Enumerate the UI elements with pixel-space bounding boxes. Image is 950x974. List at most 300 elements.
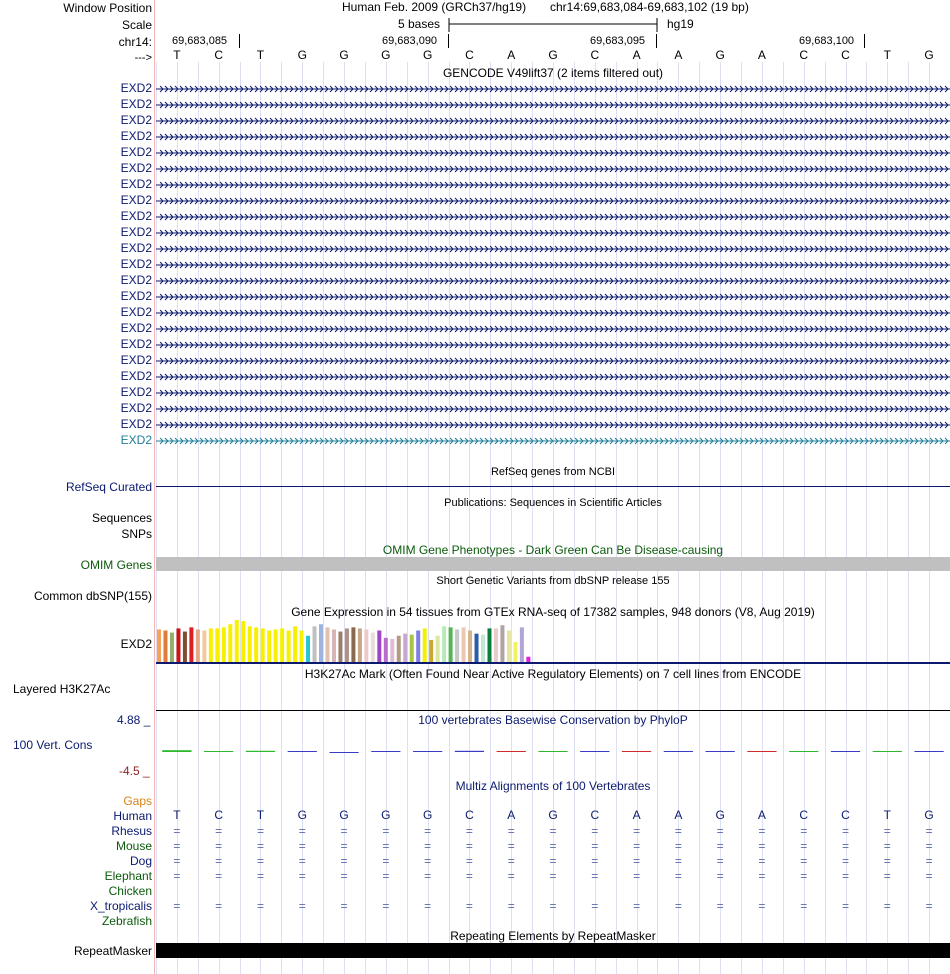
phylop-conservation-chart[interactable] — [156, 740, 950, 764]
gtex-tissue-bar[interactable] — [235, 620, 239, 662]
coord-1: 69,683,085 — [172, 35, 228, 47]
phylop-max-label: 4.88 _ — [117, 713, 151, 727]
phylop-score-bar[interactable] — [246, 751, 275, 752]
gtex-tissue-bar[interactable] — [228, 624, 232, 662]
gencode-transcript-feature[interactable] — [156, 116, 950, 126]
multiz-match-symbol: = — [173, 839, 181, 853]
gtex-tissue-bar[interactable] — [280, 628, 284, 662]
multiz-match-symbol: = — [298, 899, 306, 913]
multiz-match-symbol: = — [215, 869, 223, 883]
gencode-transcript-label[interactable]: EXD2 — [120, 225, 152, 239]
multiz-base: T — [256, 808, 265, 822]
gencode-transcript-label[interactable]: EXD2 — [120, 209, 152, 223]
gencode-transcript-feature[interactable] — [156, 84, 950, 94]
h3k27ac-baseline — [156, 710, 950, 711]
phylop-min-label: -4.5 _ — [119, 764, 150, 778]
multiz-match-symbol: = — [298, 839, 306, 853]
gtex-tissue-bar[interactable] — [500, 625, 504, 662]
gencode-transcript-feature[interactable] — [156, 260, 950, 270]
gtex-tissue-bar[interactable] — [442, 626, 446, 662]
multiz-match-symbol: = — [842, 824, 850, 838]
gencode-transcript-label[interactable]: EXD2 — [120, 129, 152, 143]
multiz-match-symbol: = — [465, 854, 473, 868]
multiz-match-symbol: = — [800, 839, 808, 853]
strand-arrow-label: ---> — [134, 52, 152, 64]
gtex-tissue-bar[interactable] — [364, 629, 368, 662]
gtex-track-title[interactable]: Gene Expression in 54 tissues from GTEx RNA-seq of 17382 samples, 948 donors (V8, Aug 2019) — [291, 605, 815, 619]
multiz-match-symbol: = — [633, 824, 641, 838]
multiz-match-symbol: = — [298, 869, 306, 883]
multiz-species-label[interactable]: Elephant — [104, 869, 152, 883]
phylop-score-bar[interactable] — [455, 751, 484, 752]
omim-track-title[interactable]: OMIM Gene Phenotypes - Dark Green Can Be Disease-causing — [382, 543, 724, 557]
multiz-base: A — [632, 808, 641, 822]
multiz-gaps-label[interactable]: Gaps — [123, 794, 152, 808]
multiz-match-symbol: = — [716, 824, 724, 838]
refseq-gene-line[interactable] — [156, 486, 950, 487]
multiz-match-symbol: = — [507, 824, 515, 838]
gtex-tissue-bar[interactable] — [274, 629, 278, 662]
multiz-match-symbol: = — [507, 854, 515, 868]
dna-base: C — [841, 48, 850, 62]
gtex-tissue-bar[interactable] — [267, 631, 271, 663]
multiz-match-symbol: = — [465, 899, 473, 913]
gencode-transcript-label[interactable]: EXD2 — [120, 321, 152, 335]
gencode-transcript-label[interactable]: EXD2 — [120, 289, 152, 303]
multiz-match-symbol: = — [382, 839, 390, 853]
omim-gene-block[interactable] — [156, 557, 950, 571]
gtex-tissue-bar[interactable] — [189, 627, 193, 662]
repeatmasker-label[interactable]: RepeatMasker — [73, 944, 152, 958]
gencode-transcript-label[interactable]: EXD2 — [120, 145, 152, 159]
gencode-transcript-label[interactable]: EXD2 — [120, 433, 152, 447]
multiz-match-symbol: = — [507, 899, 515, 913]
multiz-base: G — [715, 808, 725, 822]
multiz-match-symbol: = — [674, 854, 682, 868]
phylop-score-bar[interactable] — [831, 751, 860, 752]
multiz-match-symbol: = — [633, 854, 641, 868]
multiz-match-symbol: = — [424, 899, 432, 913]
gencode-transcript-feature[interactable] — [156, 180, 950, 190]
multiz-base: A — [507, 808, 516, 822]
gtex-tissue-bar[interactable] — [248, 626, 252, 662]
gencode-transcript-label[interactable]: EXD2 — [120, 161, 152, 175]
gencode-transcript-feature[interactable] — [156, 324, 950, 334]
multiz-match-symbol: = — [215, 839, 223, 853]
refseq-track-title[interactable]: RefSeq genes from NCBI — [490, 466, 616, 478]
dbsnp-track-title[interactable]: Short Genetic Variants from dbSNP release 155 — [436, 575, 670, 587]
multiz-match-symbol: = — [465, 824, 473, 838]
multiz-match-symbol: = — [633, 869, 641, 883]
multiz-match-symbol: = — [591, 869, 599, 883]
gtex-tissue-bar[interactable] — [520, 627, 524, 662]
multiz-match-symbol: = — [424, 824, 432, 838]
multiz-match-symbol: = — [465, 839, 473, 853]
gtex-tissue-bar[interactable] — [475, 634, 479, 662]
gencode-transcript-feature[interactable] — [156, 436, 950, 446]
multiz-base: G — [422, 808, 433, 822]
multiz-match-symbol: = — [842, 839, 850, 853]
multiz-match-symbol: = — [549, 824, 557, 838]
phylop-label[interactable]: 100 Vert. Cons — [13, 738, 93, 752]
scale-bar — [446, 16, 661, 34]
multiz-match-symbol: = — [173, 899, 181, 913]
multiz-match-symbol: = — [382, 869, 390, 883]
coord-tick-2 — [448, 34, 449, 48]
gencode-transcript-label[interactable]: EXD2 — [120, 273, 152, 287]
dna-base: T — [256, 48, 265, 62]
assembly-title: Human Feb. 2009 (GRCh37/hg19) — [342, 0, 527, 14]
multiz-base: A — [757, 808, 766, 822]
gtex-tissue-bar[interactable] — [338, 632, 342, 662]
gtex-tissue-bar[interactable] — [384, 638, 388, 662]
gtex-tissue-bar[interactable] — [287, 631, 291, 663]
dna-base: A — [757, 48, 766, 62]
gtex-tissue-bar[interactable] — [196, 629, 200, 662]
dna-base: G — [297, 48, 307, 62]
gtex-tissue-bar[interactable] — [377, 631, 381, 663]
dna-base: G — [548, 48, 558, 62]
phylop-score-bar[interactable] — [162, 750, 191, 752]
multiz-match-symbol: = — [340, 839, 348, 853]
gtex-tissue-bar[interactable] — [241, 621, 245, 662]
multiz-match-symbol: = — [716, 869, 724, 883]
multiz-match-symbol: = — [633, 899, 641, 913]
h3k27ac-label[interactable]: Layered H3K27Ac — [13, 682, 111, 696]
scale-db: hg19 — [667, 17, 694, 31]
dna-base: G — [924, 48, 934, 62]
gtex-tissue-bar[interactable] — [351, 627, 355, 662]
multiz-match-symbol: = — [925, 869, 933, 883]
position-readout[interactable]: chr14:69,683,084-69,683,102 (19 bp) — [550, 0, 749, 14]
multiz-match-symbol: = — [340, 869, 348, 883]
gtex-tissue-bar[interactable] — [436, 636, 440, 662]
gtex-tissue-bar[interactable] — [313, 626, 317, 662]
gtex-tissue-bar[interactable] — [487, 628, 491, 662]
gencode-transcript-feature[interactable] — [156, 340, 950, 350]
multiz-match-symbol: = — [591, 824, 599, 838]
multiz-base: C — [590, 808, 600, 822]
multiz-base: A — [674, 808, 683, 822]
dna-base: C — [799, 48, 809, 62]
multiz-base: G — [297, 808, 307, 822]
multiz-species-label[interactable]: Dog — [129, 854, 152, 868]
gtex-tissue-bar[interactable] — [319, 624, 323, 662]
dna-base: A — [507, 48, 516, 62]
multiz-match-symbol: = — [925, 899, 933, 913]
multiz-match-symbol: = — [256, 854, 264, 868]
multiz-base: C — [465, 808, 474, 822]
multiz-species-label[interactable]: Human — [113, 809, 152, 823]
multiz-match-symbol: = — [340, 854, 348, 868]
gencode-transcript-feature[interactable] — [156, 244, 950, 254]
multiz-match-symbol: = — [298, 854, 306, 868]
multiz-match-symbol: = — [591, 854, 599, 868]
gtex-tissue-bar[interactable] — [468, 631, 472, 663]
gtex-tissue-bar[interactable] — [183, 632, 187, 662]
gencode-transcript-feature[interactable] — [156, 420, 950, 430]
gtex-tissue-bar[interactable] — [345, 628, 349, 662]
gtex-tissue-bar[interactable] — [513, 642, 517, 662]
dna-base: C — [214, 48, 223, 62]
h3k27ac-track-title[interactable]: H3K27Ac Mark (Often Found Near Active Regulatory Elements) on 7 cell lines from ENCODE — [304, 667, 802, 681]
gtex-tissue-bar[interactable] — [481, 635, 485, 662]
publications-track-title[interactable]: Publications: Sequences in Scientific Articles — [444, 497, 662, 509]
gencode-transcript-feature[interactable] — [156, 148, 950, 158]
gencode-transcript-feature[interactable] — [156, 196, 950, 206]
multiz-match-symbol: = — [758, 899, 766, 913]
phylop-score-bar[interactable] — [204, 751, 233, 752]
multiz-match-symbol: = — [758, 824, 766, 838]
coord-2: 69,683,090 — [382, 35, 438, 47]
coord-tick-1 — [239, 34, 240, 48]
dna-base: C — [590, 48, 600, 62]
phylop-score-bar[interactable] — [706, 751, 735, 752]
phylop-score-bar[interactable] — [873, 751, 902, 752]
chrom-label: chr14: — [118, 35, 152, 49]
phylop-score-bar[interactable] — [538, 751, 567, 752]
multiz-match-symbol: = — [925, 824, 933, 838]
multiz-match-symbol: = — [758, 839, 766, 853]
gencode-transcript-label[interactable]: EXD2 — [120, 257, 152, 271]
multiz-match-symbol: = — [925, 854, 933, 868]
multiz-species-label[interactable]: Zebrafish — [101, 914, 152, 928]
publications-snps-label[interactable]: SNPs — [121, 527, 152, 541]
multiz-match-symbol: = — [424, 854, 432, 868]
multiz-match-symbol: = — [424, 869, 432, 883]
multiz-match-symbol: = — [758, 869, 766, 883]
multiz-match-symbol: = — [800, 899, 808, 913]
gencode-transcript-label[interactable]: EXD2 — [120, 113, 152, 127]
multiz-track-title[interactable]: Multiz Alignments of 100 Vertebrates — [455, 779, 651, 793]
multiz-match-symbol: = — [215, 824, 223, 838]
multiz-match-symbol: = — [298, 824, 306, 838]
multiz-match-symbol: = — [883, 839, 891, 853]
multiz-match-symbol: = — [883, 869, 891, 883]
multiz-species-label[interactable]: Chicken — [108, 884, 152, 898]
multiz-base: C — [799, 808, 809, 822]
gtex-tissue-bar[interactable] — [222, 627, 226, 662]
multiz-match-symbol: = — [340, 824, 348, 838]
multiz-match-symbol: = — [800, 824, 808, 838]
gtex-tissue-bar[interactable] — [507, 631, 511, 663]
gencode-transcript-label[interactable]: EXD2 — [120, 401, 152, 415]
multiz-match-symbol: = — [925, 839, 933, 853]
multiz-match-symbol: = — [716, 839, 724, 853]
gtex-tissue-bar[interactable] — [449, 627, 453, 662]
dna-base: A — [674, 48, 683, 62]
phylop-score-bar[interactable] — [789, 751, 818, 752]
gencode-transcript-label[interactable]: EXD2 — [120, 81, 152, 95]
multiz-base: G — [339, 808, 349, 822]
gtex-label[interactable]: EXD2 — [120, 637, 152, 651]
phylop-score-bar[interactable] — [413, 751, 442, 752]
gtex-tissue-bar[interactable] — [163, 631, 167, 663]
phylop-score-bar[interactable] — [914, 751, 943, 752]
scale-label: Scale — [121, 18, 152, 32]
gencode-transcript-label[interactable]: EXD2 — [120, 97, 152, 111]
gencode-transcript-feature[interactable] — [156, 276, 950, 286]
multiz-match-symbol: = — [633, 839, 641, 853]
gencode-transcript-feature[interactable] — [156, 308, 950, 318]
gencode-transcript-feature[interactable] — [156, 100, 950, 110]
gencode-transcript-feature[interactable] — [156, 356, 950, 366]
gencode-transcript-label[interactable]: EXD2 — [120, 241, 152, 255]
multiz-match-symbol: = — [674, 869, 682, 883]
gtex-tissue-bar[interactable] — [358, 628, 362, 662]
multiz-match-symbol: = — [591, 839, 599, 853]
gencode-transcript-feature[interactable] — [156, 388, 950, 398]
gtex-tissue-bar[interactable] — [300, 631, 304, 663]
multiz-match-symbol: = — [215, 854, 223, 868]
gencode-transcript-feature[interactable] — [156, 404, 950, 414]
multiz-match-symbol: = — [883, 854, 891, 868]
multiz-match-symbol: = — [591, 899, 599, 913]
gtex-tissue-bar[interactable] — [332, 629, 336, 662]
dna-base: G — [715, 48, 725, 62]
multiz-base: T — [173, 808, 181, 822]
gtex-tissue-bar[interactable] — [215, 628, 219, 662]
gtex-tissue-bar[interactable] — [293, 626, 297, 662]
multiz-match-symbol: = — [340, 899, 348, 913]
gtex-tissue-bar[interactable] — [325, 627, 329, 662]
multiz-match-symbol: = — [173, 854, 181, 868]
dna-base: A — [632, 48, 641, 62]
gtex-tissue-bar[interactable] — [397, 636, 401, 662]
phylop-score-bar[interactable] — [622, 751, 651, 752]
dna-base: C — [465, 48, 474, 62]
multiz-match-symbol: = — [507, 839, 515, 853]
coord-3: 69,683,095 — [590, 35, 646, 47]
gtex-tissue-bar[interactable] — [455, 629, 459, 662]
gtex-tissue-bar[interactable] — [526, 657, 530, 662]
gencode-transcript-label[interactable]: EXD2 — [120, 193, 152, 207]
gencode-transcript-label[interactable]: EXD2 — [120, 337, 152, 351]
multiz-match-symbol: = — [173, 824, 181, 838]
repeatmasker-track-title[interactable]: Repeating Elements by RepeatMasker — [450, 929, 656, 943]
gencode-transcript-label[interactable]: EXD2 — [120, 353, 152, 367]
multiz-match-symbol: = — [256, 839, 264, 853]
gtex-tissue-bar[interactable] — [261, 628, 265, 662]
phylop-track-title[interactable]: 100 vertebrates Basewise Conservation by PhyloP — [418, 713, 688, 727]
multiz-match-symbol: = — [382, 899, 390, 913]
phylop-score-bar[interactable] — [580, 751, 609, 752]
gtex-tissue-bar[interactable] — [157, 629, 161, 662]
multiz-base: G — [924, 808, 934, 822]
multiz-match-symbol: = — [674, 899, 682, 913]
gtex-expression-chart[interactable] — [156, 618, 950, 664]
gtex-tissue-bar[interactable] — [209, 628, 213, 662]
dna-base: T — [173, 48, 181, 62]
multiz-match-symbol: = — [382, 824, 390, 838]
multiz-match-symbol: = — [842, 854, 850, 868]
multiz-match-symbol: = — [549, 869, 557, 883]
publications-sequences-label[interactable]: Sequences — [91, 511, 152, 525]
phylop-score-bar[interactable] — [664, 751, 693, 752]
multiz-match-symbol: = — [842, 869, 850, 883]
dna-base: T — [883, 48, 891, 62]
gencode-transcript-label[interactable]: EXD2 — [120, 369, 152, 383]
multiz-match-symbol: = — [256, 869, 264, 883]
phylop-score-bar[interactable] — [371, 751, 400, 752]
multiz-base: T — [883, 808, 891, 822]
multiz-match-symbol: = — [549, 899, 557, 913]
multiz-base: C — [214, 808, 223, 822]
dna-base: G — [422, 48, 433, 62]
gencode-transcript-label[interactable]: EXD2 — [120, 417, 152, 431]
omim-label[interactable]: OMIM Genes — [80, 558, 152, 572]
gencode-transcript-label[interactable]: EXD2 — [120, 177, 152, 191]
gtex-tissue-bar[interactable] — [429, 640, 433, 662]
coord-tick-3 — [656, 34, 657, 48]
multiz-match-symbol: = — [883, 899, 891, 913]
multiz-match-symbol: = — [215, 899, 223, 913]
gtex-tissue-bar[interactable] — [390, 639, 394, 662]
multiz-match-symbol: = — [674, 824, 682, 838]
repeatmasker-element-block[interactable] — [156, 943, 950, 958]
gtex-tissue-bar[interactable] — [202, 631, 206, 663]
gencode-transcript-feature[interactable] — [156, 132, 950, 142]
multiz-match-symbol: = — [549, 839, 557, 853]
gencode-transcript-feature[interactable] — [156, 212, 950, 222]
multiz-match-symbol: = — [256, 899, 264, 913]
gencode-transcript-label[interactable]: EXD2 — [120, 305, 152, 319]
gtex-tissue-bar[interactable] — [416, 631, 420, 663]
gencode-transcript-feature[interactable] — [156, 372, 950, 382]
gencode-transcript-feature[interactable] — [156, 164, 950, 174]
coord-tick-4 — [864, 34, 865, 48]
gencode-transcript-label[interactable]: EXD2 — [120, 385, 152, 399]
multiz-match-symbol: = — [883, 824, 891, 838]
window-position-label: Window Position — [63, 1, 152, 15]
scale-text: 5 bases — [398, 17, 441, 31]
gtex-tissue-bar[interactable] — [176, 628, 180, 662]
gencode-transcript-feature[interactable] — [156, 292, 950, 302]
gencode-transcript-feature[interactable] — [156, 228, 950, 238]
gtex-tissue-bar[interactable] — [410, 635, 414, 662]
multiz-match-symbol: = — [382, 854, 390, 868]
multiz-base: G — [548, 808, 558, 822]
multiz-species-label[interactable]: X_tropicalis — [89, 899, 152, 913]
gtex-tissue-bar[interactable] — [170, 633, 174, 662]
refseq-label[interactable]: RefSeq Curated — [65, 480, 152, 494]
multiz-species-label[interactable]: Rhesus — [111, 824, 152, 838]
multiz-match-symbol: = — [716, 899, 724, 913]
gencode-track-title[interactable]: GENCODE V49lift37 (2 items filtered out) — [442, 66, 664, 80]
gtex-tissue-bar[interactable] — [371, 633, 375, 662]
gtex-tissue-bar[interactable] — [403, 634, 407, 662]
multiz-match-symbol: = — [842, 899, 850, 913]
multiz-match-symbol: = — [758, 854, 766, 868]
multiz-base: C — [841, 808, 850, 822]
gtex-tissue-bar[interactable] — [462, 627, 466, 662]
gtex-tissue-bar[interactable] — [306, 636, 310, 662]
gtex-tissue-bar[interactable] — [494, 628, 498, 662]
dbsnp-label[interactable]: Common dbSNP(155) — [33, 589, 152, 603]
phylop-score-bar[interactable] — [329, 752, 358, 753]
multiz-match-symbol: = — [424, 839, 432, 853]
multiz-match-symbol: = — [507, 869, 515, 883]
phylop-score-bar[interactable] — [747, 751, 776, 752]
phylop-score-bar[interactable] — [288, 751, 317, 752]
multiz-match-symbol: = — [716, 854, 724, 868]
gtex-tissue-bar[interactable] — [423, 628, 427, 662]
gtex-tissue-bar[interactable] — [254, 627, 258, 662]
phylop-score-bar[interactable] — [497, 751, 526, 752]
multiz-species-label[interactable]: Mouse — [115, 839, 152, 853]
multiz-match-symbol: = — [173, 869, 181, 883]
multiz-match-symbol: = — [465, 869, 473, 883]
